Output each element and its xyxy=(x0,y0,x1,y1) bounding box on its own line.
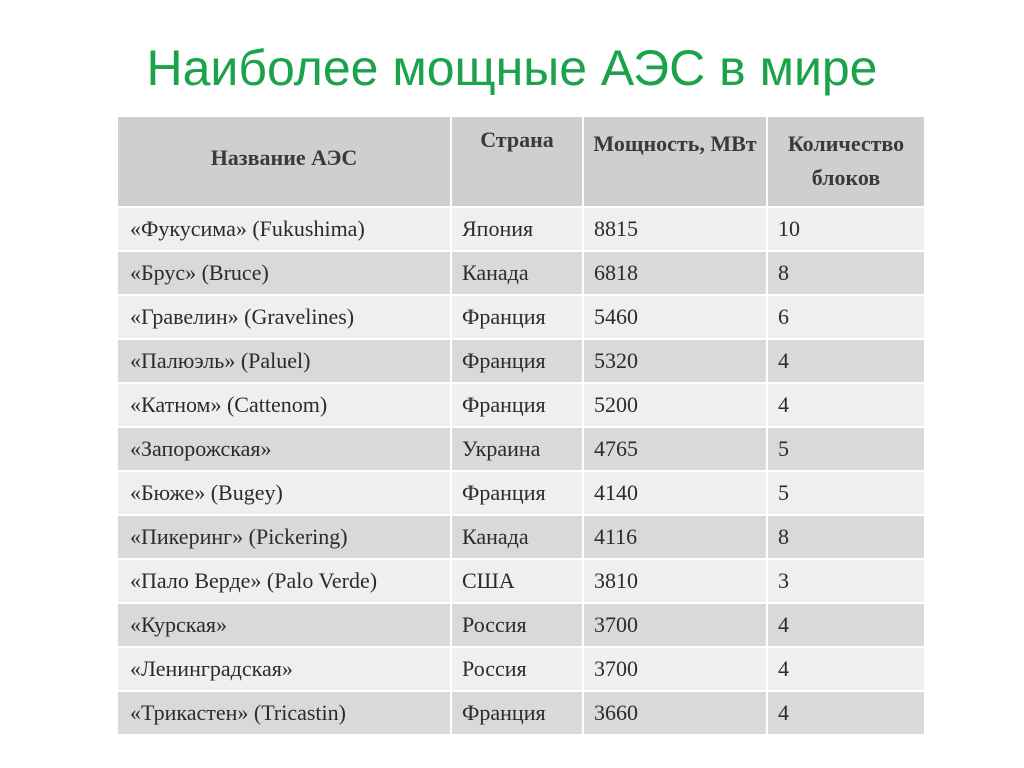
table-header-row xyxy=(117,116,925,207)
cell-name: «Пикеринг» (Pickering) xyxy=(117,515,451,559)
cell-power: 4116 xyxy=(583,515,767,559)
cell-country: Россия xyxy=(451,647,583,691)
cell-name: «Трикастен» (Tricastin) xyxy=(117,691,451,735)
header-country: Страна xyxy=(451,116,583,207)
table-row xyxy=(117,207,925,251)
cell-power: 3700 xyxy=(583,647,767,691)
table-row xyxy=(117,339,925,383)
cell-power: 5200 xyxy=(583,383,767,427)
cell-name: «Ленинградская» xyxy=(117,647,451,691)
table-row xyxy=(117,559,925,603)
cell-power: 8815 xyxy=(583,207,767,251)
cell-country: США xyxy=(451,559,583,603)
table-row xyxy=(117,251,925,295)
cell-country: Россия xyxy=(451,603,583,647)
cell-units: 4 xyxy=(767,383,925,427)
cell-country: Канада xyxy=(451,251,583,295)
table-row xyxy=(117,691,925,735)
cell-name: «Брус» (Bruce) xyxy=(117,251,451,295)
cell-name: «Гравелин» (Gravelines) xyxy=(117,295,451,339)
table-row xyxy=(117,603,925,647)
cell-units: 5 xyxy=(767,427,925,471)
table-row xyxy=(117,295,925,339)
cell-units: 3 xyxy=(767,559,925,603)
table-row xyxy=(117,427,925,471)
cell-units: 10 xyxy=(767,207,925,251)
cell-units: 5 xyxy=(767,471,925,515)
cell-units: 8 xyxy=(767,515,925,559)
cell-units: 4 xyxy=(767,603,925,647)
table-row xyxy=(117,515,925,559)
cell-units: 4 xyxy=(767,691,925,735)
cell-power: 6818 xyxy=(583,251,767,295)
cell-country: Франция xyxy=(451,295,583,339)
npp-table xyxy=(116,115,926,736)
cell-country: Франция xyxy=(451,383,583,427)
table-row xyxy=(117,471,925,515)
cell-name: «Курская» xyxy=(117,603,451,647)
cell-units: 4 xyxy=(767,339,925,383)
cell-power: 5320 xyxy=(583,339,767,383)
header-power: Мощность, МВт xyxy=(583,116,767,207)
cell-name: «Запорожская» xyxy=(117,427,451,471)
header-units: Количество блоков xyxy=(767,116,925,207)
cell-country: Франция xyxy=(451,339,583,383)
cell-name: «Палюэль» (Paluel) xyxy=(117,339,451,383)
cell-power: 3700 xyxy=(583,603,767,647)
cell-power: 3810 xyxy=(583,559,767,603)
cell-power: 5460 xyxy=(583,295,767,339)
cell-country: Франция xyxy=(451,691,583,735)
table-body xyxy=(117,207,925,735)
cell-name: «Пало Верде» (Palo Verde) xyxy=(117,559,451,603)
cell-country: Украина xyxy=(451,427,583,471)
cell-country: Франция xyxy=(451,471,583,515)
cell-name: «Катном» (Cattenom) xyxy=(117,383,451,427)
header-name: Название АЭС xyxy=(117,116,451,207)
slide-title: Наиболее мощные АЭС в мире xyxy=(146,40,878,96)
cell-name: «Бюже» (Bugey) xyxy=(117,471,451,515)
cell-power: 4140 xyxy=(583,471,767,515)
table-row xyxy=(117,383,925,427)
cell-name: «Фукусима» (Fukushima) xyxy=(117,207,451,251)
cell-power: 4765 xyxy=(583,427,767,471)
cell-units: 6 xyxy=(767,295,925,339)
cell-units: 4 xyxy=(767,647,925,691)
table-row xyxy=(117,647,925,691)
cell-power: 3660 xyxy=(583,691,767,735)
cell-country: Япония xyxy=(451,207,583,251)
cell-units: 8 xyxy=(767,251,925,295)
cell-country: Канада xyxy=(451,515,583,559)
